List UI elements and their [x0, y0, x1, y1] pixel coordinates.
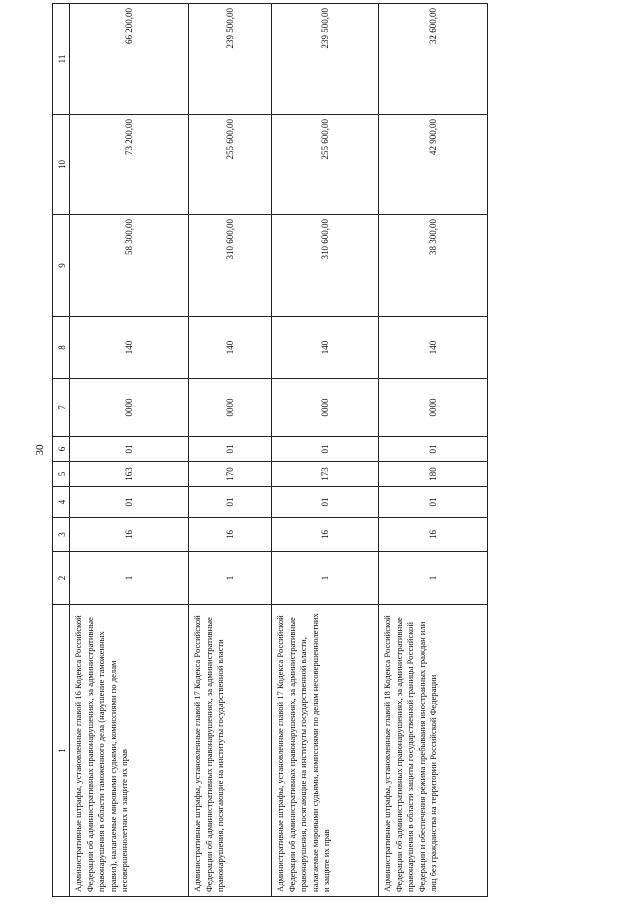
- table-cell-c11: 66 200,00: [70, 3, 189, 115]
- table-cell-c10: 73 200,00: [70, 115, 189, 215]
- table-cell-c9: 58 300,00: [70, 215, 189, 317]
- table-cell-c6: 01: [70, 437, 189, 462]
- table-cell-c6: 01: [379, 437, 488, 462]
- column-header-10: 10: [52, 115, 70, 215]
- table-cell-c4: 01: [70, 487, 189, 518]
- table-cell-c5: 180: [379, 462, 488, 487]
- table-cell-c5: 170: [189, 462, 272, 487]
- table-cell-c10: 42 900,00: [379, 115, 488, 215]
- table-cell-c10: 255 600,00: [189, 115, 272, 215]
- table-cell-c2: 1: [70, 552, 189, 605]
- table-cell-c7: 0000: [272, 379, 379, 437]
- table-cell-c9: 310 600,00: [272, 215, 379, 317]
- table-cell-c11: 32 600,00: [379, 3, 488, 115]
- table-cell-c3: 16: [189, 518, 272, 552]
- row-description: Административные штрафы, установленные главой 17 Кодекса Российской Федерации об административных правонарушениях, за административные правонарушения, посягающие на институты государственной власти, налагаемые мировыми судьями, комиссиями по делам несовершеннолетних и защите их прав: [272, 605, 379, 897]
- table-cell-c9: 310 600,00: [189, 215, 272, 317]
- table-cell-c2: 1: [379, 552, 488, 605]
- table-cell-c4: 01: [379, 487, 488, 518]
- table-cell-c4: 01: [272, 487, 379, 518]
- table-cell-c8: 140: [379, 317, 488, 379]
- column-header-9: 9: [52, 215, 70, 317]
- table-cell-c5: 173: [272, 462, 379, 487]
- table-cell-c3: 16: [70, 518, 189, 552]
- table-cell-c11: 239 500,00: [272, 3, 379, 115]
- table-cell-c8: 140: [70, 317, 189, 379]
- row-description: Административные штрафы, установленные главой 18 Кодекса Российской Федерации об административных правонарушениях, за административные правонарушения в области защиты государственной границы Российской Федерации и обеспечения режима пребывания иностранных граждан или лиц без гражданства на территории Российской Федерации: [379, 605, 488, 897]
- page-number: 30: [34, 444, 46, 456]
- table-cell-c10: 255 600,00: [272, 115, 379, 215]
- column-header-5: 5: [52, 462, 70, 487]
- table-cell-c7: 0000: [189, 379, 272, 437]
- table-cell-c3: 16: [272, 518, 379, 552]
- row-description: Административные штрафы, установленные главой 17 Кодекса Российской Федерации об административных правонарушениях, за административные правонарушения, посягающие на институты государственной власти: [189, 605, 272, 897]
- table-cell-c7: 0000: [70, 379, 189, 437]
- table-cell-c5: 163: [70, 462, 189, 487]
- column-header-7: 7: [52, 379, 70, 437]
- table-cell-c8: 140: [189, 317, 272, 379]
- column-header-4: 4: [52, 487, 70, 518]
- table-cell-c2: 1: [189, 552, 272, 605]
- table-cell-c6: 01: [272, 437, 379, 462]
- column-header-8: 8: [52, 317, 70, 379]
- budget-table: [52, 3, 488, 897]
- table-cell-c2: 1: [272, 552, 379, 605]
- column-header-2: 2: [52, 552, 70, 605]
- table-cell-c11: 239 500,00: [189, 3, 272, 115]
- table-cell-c4: 01: [189, 487, 272, 518]
- column-header-6: 6: [52, 437, 70, 462]
- table-cell-c6: 01: [189, 437, 272, 462]
- column-header-1: 1: [52, 605, 70, 897]
- table-cell-c7: 0000: [379, 379, 488, 437]
- table-cell-c8: 140: [272, 317, 379, 379]
- table-cell-c3: 16: [379, 518, 488, 552]
- column-header-11: 11: [52, 3, 70, 115]
- table-cell-c9: 38 300,00: [379, 215, 488, 317]
- column-header-3: 3: [52, 518, 70, 552]
- row-description: Административные штрафы, установленные главой 16 Кодекса Российской Федерации об административных правонарушениях, за административные правонарушения в области таможенного дела (нарушение таможенных правил), налагаемые мировыми судьями, комиссиями по делам несовершеннолетних и защите их прав: [70, 605, 189, 897]
